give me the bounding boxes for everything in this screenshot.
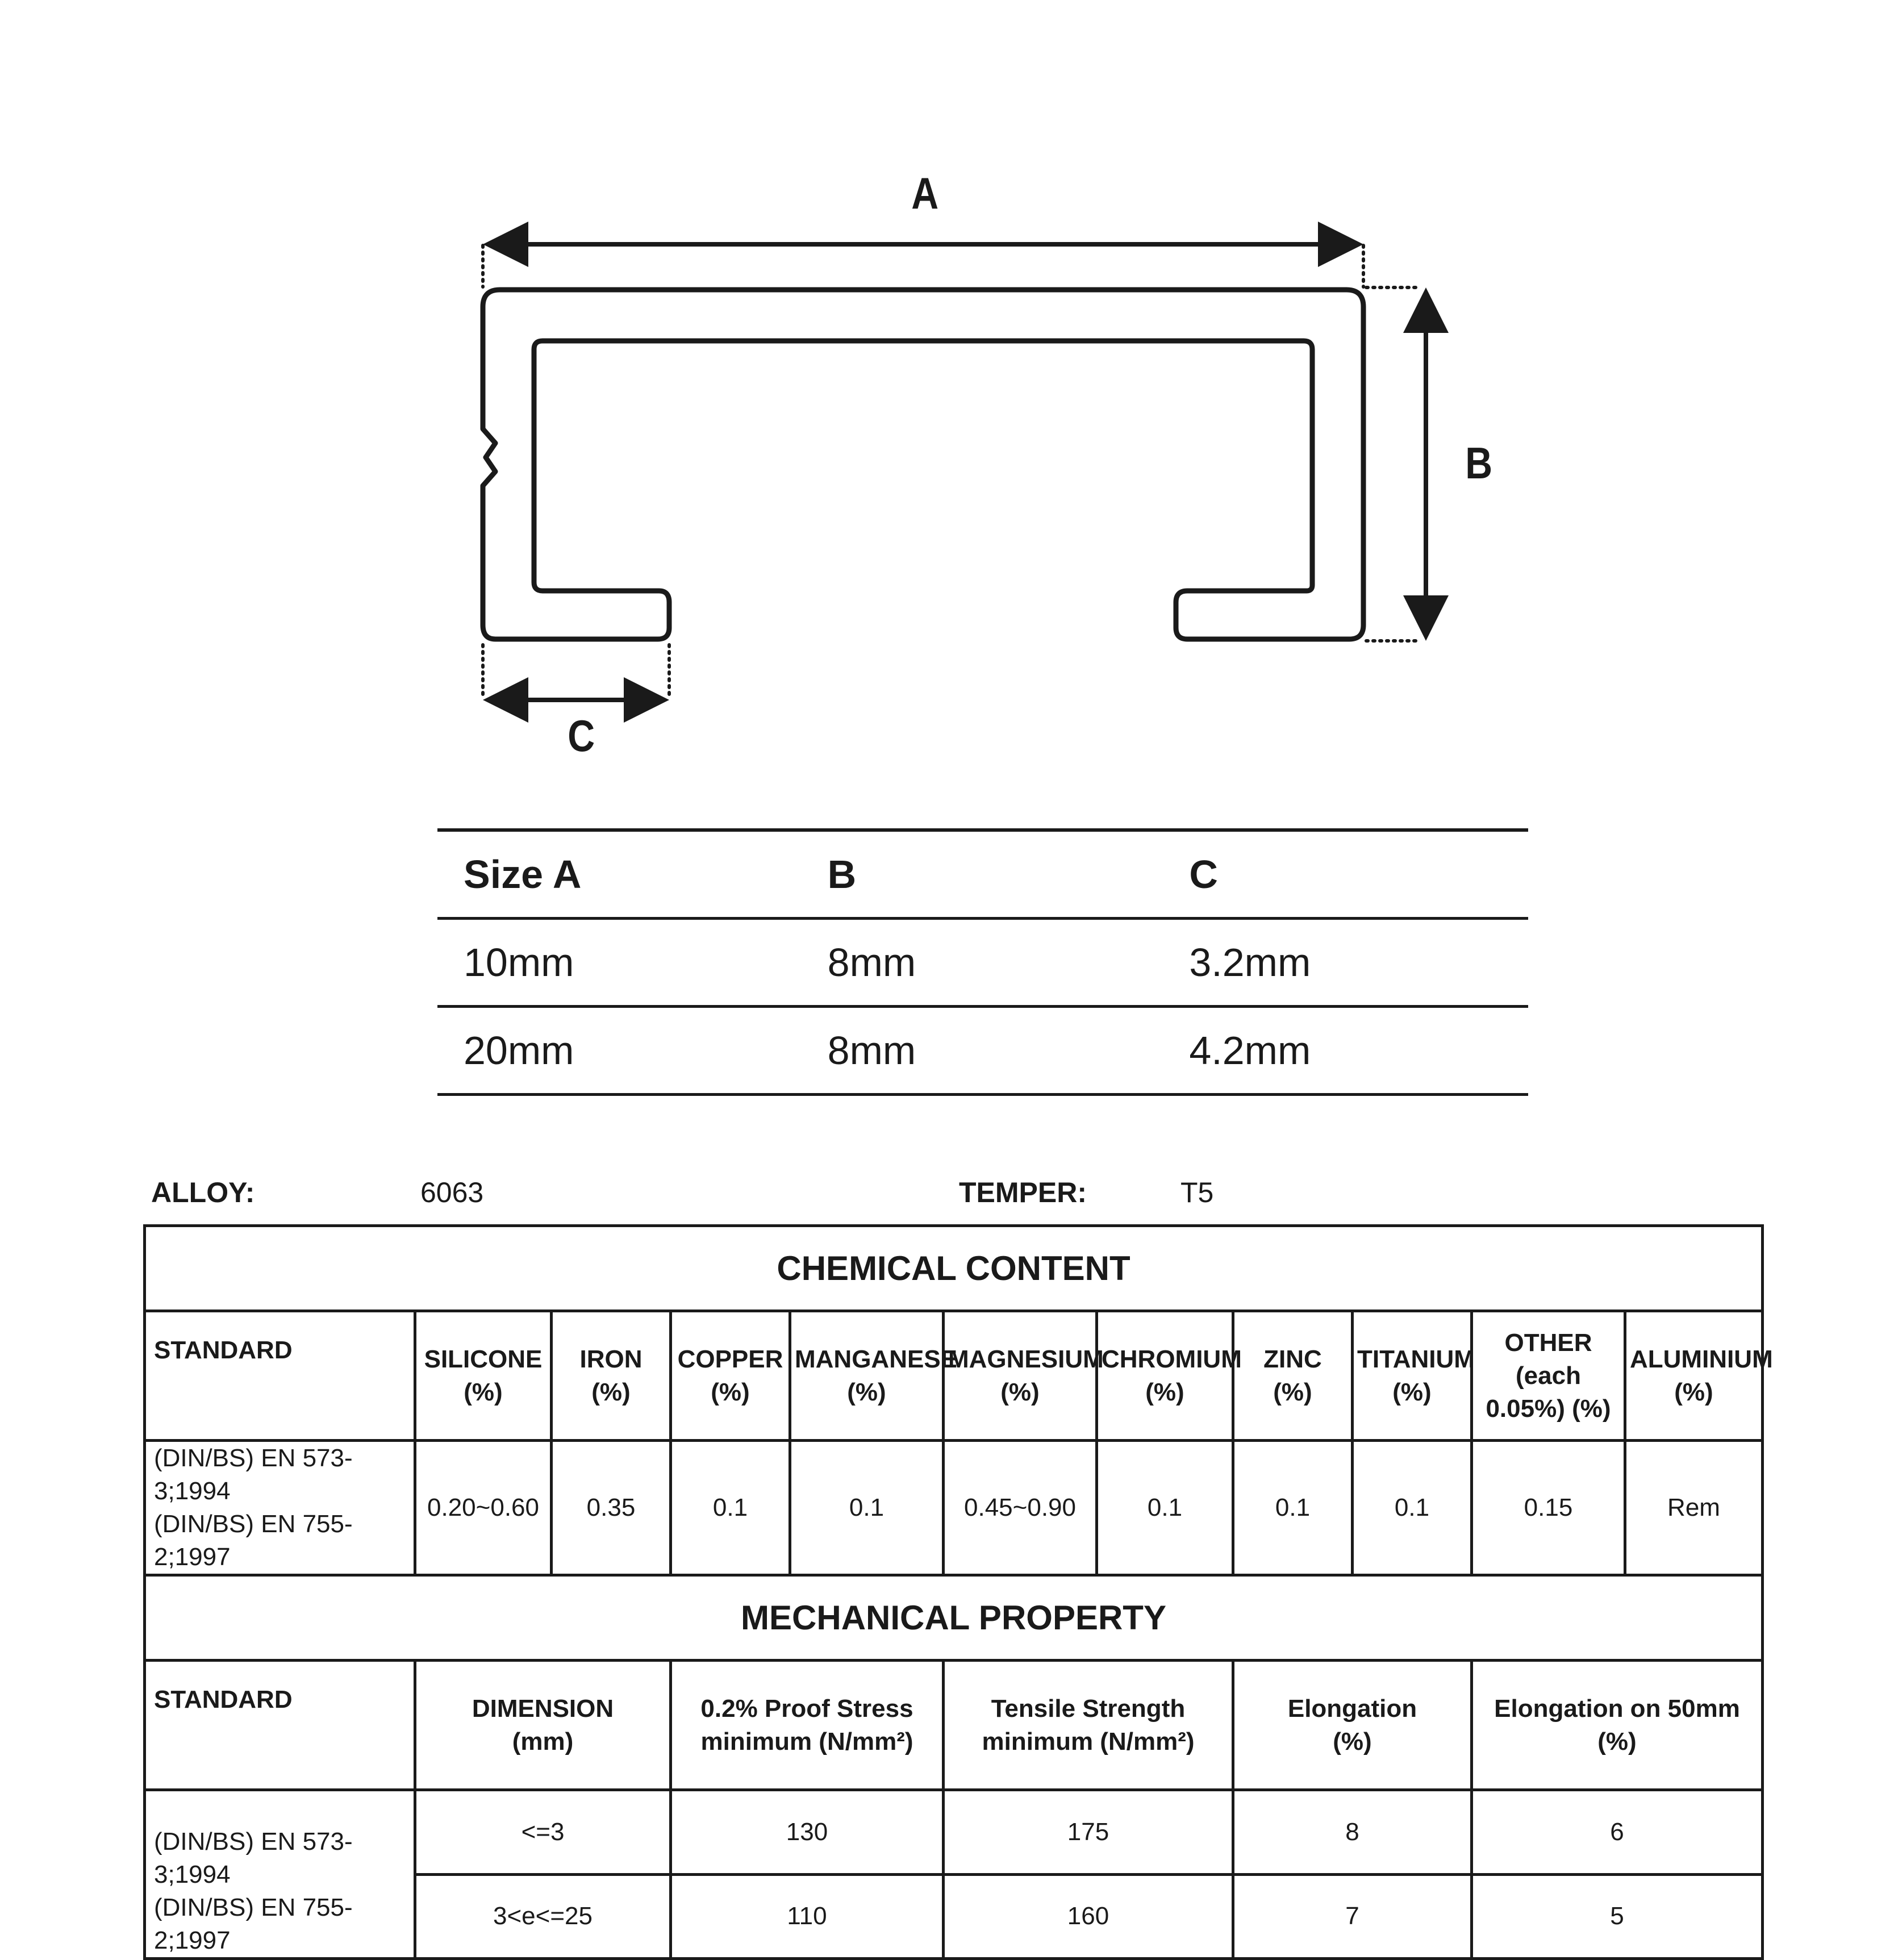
size-cell: 10mm (437, 919, 802, 1007)
chemical-value-cell: 0.1 (1353, 1441, 1472, 1575)
size-header-b: B (802, 830, 1163, 919)
size-table-row (437, 1007, 1528, 1095)
chemical-col-header: OTHER (each 0.05%) (%) (1472, 1311, 1625, 1441)
size-cell: 20mm (437, 1007, 802, 1095)
chemical-header-row (145, 1311, 1763, 1441)
chemical-col-header: IRON (%) (552, 1311, 671, 1441)
chemical-col-header: ZINC (%) (1233, 1311, 1353, 1441)
chemical-value-cell: 0.45~0.90 (944, 1441, 1097, 1575)
mechanical-title-row (145, 1575, 1763, 1661)
mechanical-standard-cell: (DIN/BS) EN 573-3;1994 (DIN/BS) EN 755-2;1997 (145, 1790, 415, 1959)
mechanical-col-header: DIMENSION (mm) (415, 1661, 671, 1790)
mechanical-col-header: Elongation (%) (1233, 1661, 1472, 1790)
size-cell: 8mm (802, 919, 1163, 1007)
size-table-row (437, 919, 1528, 1007)
mechanical-value-cell: 3<e<=25 (415, 1874, 671, 1959)
chemical-title-row (145, 1226, 1763, 1311)
chemical-value-cell: 0.15 (1472, 1441, 1625, 1575)
chemical-col-header: ALUMINIUM (%) (1625, 1311, 1763, 1441)
mechanical-col-header: 0.2% Proof Stress minimum (N/mm²) (671, 1661, 944, 1790)
chemical-value-cell: 0.35 (552, 1441, 671, 1575)
alloy-value: 6063 (420, 1177, 484, 1208)
mechanical-value-cell: 130 (671, 1790, 944, 1875)
mechanical-value-cell: 7 (1233, 1874, 1472, 1959)
mechanical-header-row (145, 1661, 1763, 1790)
mechanical-value-cell: 8 (1233, 1790, 1472, 1875)
size-header-c: C (1163, 830, 1528, 919)
chemical-col-header: MAGNESIUM (%) (944, 1311, 1097, 1441)
chemical-col-header: SILICONE (%) (415, 1311, 552, 1441)
size-header-a: Size A (437, 830, 802, 919)
chemical-value-cell: 0.1 (671, 1441, 790, 1575)
temper-value: T5 (1180, 1177, 1214, 1208)
size-cell: 8mm (802, 1007, 1163, 1095)
mechanical-value-cell: 110 (671, 1874, 944, 1959)
chemical-value-cell: 0.20~0.60 (415, 1441, 552, 1575)
chemical-standard-cell: (DIN/BS) EN 573-3;1994 (DIN/BS) EN 755-2;1997 (145, 1441, 415, 1575)
mechanical-value-cell: 175 (944, 1790, 1233, 1875)
mechanical-col-header: Tensile Strength minimum (N/mm²) (944, 1661, 1233, 1790)
profile-outline (483, 290, 1363, 639)
mechanical-value-cell: 160 (944, 1874, 1233, 1959)
chemical-value-cell: 0.1 (1097, 1441, 1233, 1575)
mechanical-col-header: Elongation on 50mm (%) (1472, 1661, 1763, 1790)
dimension-a-label: A (911, 168, 939, 218)
chemical-col-header: COPPER (%) (671, 1311, 790, 1441)
dimension-b-label: B (1465, 438, 1493, 488)
chemical-standard-header: STANDARD (145, 1311, 415, 1441)
dimension-c-label: C (568, 711, 595, 761)
chemical-values-row (145, 1441, 1763, 1575)
channel-profile-diagram (0, 0, 1894, 795)
mechanical-value-cell: 5 (1472, 1874, 1763, 1959)
size-cell: 4.2mm (1163, 1007, 1528, 1095)
chemical-value-cell: 0.1 (1233, 1441, 1353, 1575)
mechanical-value-cell: 6 (1472, 1790, 1763, 1875)
spec-table (143, 1224, 1773, 1960)
chemical-col-header: TITANIUM (%) (1353, 1311, 1472, 1441)
chemical-content-title: CHEMICAL CONTENT (145, 1226, 1763, 1311)
chemical-col-header: MANGANESE (%) (790, 1311, 944, 1441)
temper-label: TEMPER: (959, 1177, 1087, 1208)
mechanical-property-title: MECHANICAL PROPERTY (145, 1575, 1763, 1661)
mechanical-value-cell: <=3 (415, 1790, 671, 1875)
chemical-value-cell: 0.1 (790, 1441, 944, 1575)
chemical-col-header: CHROMIUM (%) (1097, 1311, 1233, 1441)
mechanical-values-row (145, 1790, 1763, 1875)
size-table-header (437, 830, 1528, 919)
alloy-label: ALLOY: (151, 1177, 255, 1208)
size-table (437, 828, 1528, 1096)
mechanical-standard-header: STANDARD (145, 1661, 415, 1790)
chemical-value-cell: Rem (1625, 1441, 1763, 1575)
size-cell: 3.2mm (1163, 919, 1528, 1007)
